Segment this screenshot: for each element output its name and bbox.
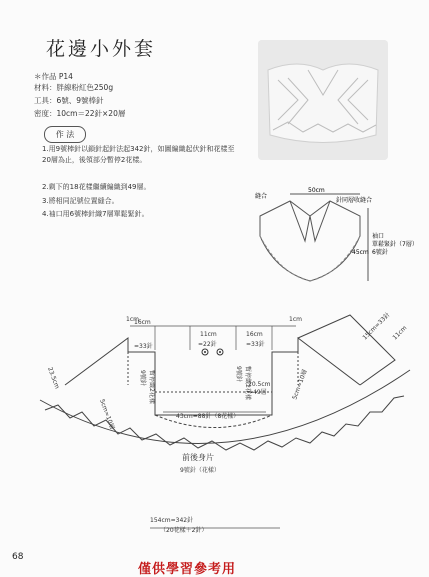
dim-top-left: 16cm (134, 319, 151, 326)
dim-right-edge: 15cm=33針 (361, 311, 392, 342)
label-left-vertical: 暫停織2花樣 (148, 370, 155, 404)
dim-top-right-sub: =33針 (246, 341, 265, 348)
dim-right-side: 5cm=10層 (291, 368, 309, 401)
body-schematic (0, 300, 429, 550)
label-sleeve: 針同層收縫合 (336, 197, 373, 204)
label-length: 45cm (352, 249, 369, 256)
dim-inner-width: 43cm=88針（8花樣） (176, 413, 240, 420)
step-2: 2.剩下的18花樣繼續編織到49層。 (42, 183, 151, 191)
step-1: 1.用9號棒針以鎖針起針法起342針，如圖編織起伏針和花樣至20層為止，後領部分暫停2花樣。 (42, 145, 235, 164)
dim-bottom-width: 154cm=342針 (150, 517, 194, 524)
method-heading: 作 法 (44, 126, 86, 143)
label-right-vertical-sub: 9號針 (235, 366, 242, 382)
label-part: 前後身片 (182, 453, 214, 462)
small-garment-diagram (250, 186, 420, 296)
step-3: 3.將相同記號位置縫合。 (42, 197, 119, 205)
tools-line: 工具：6號、9號棒針 (34, 96, 104, 105)
label-width: 50cm (308, 187, 325, 194)
dim-left-edge: 23.5cm (46, 366, 61, 390)
label-cuff-a: 袖口 (372, 233, 385, 240)
label-left-vertical-sub: 9號針 (139, 370, 146, 386)
dim-right-edge-2: 11cm (391, 324, 409, 342)
label-cuff-c: 6號針 (372, 249, 388, 256)
dim-bottom-width-sub: （20花樣＋2針） (160, 527, 208, 534)
dim-top-left-sub: =33針 (134, 343, 153, 350)
dim-right-mid: 20.5cm (248, 381, 271, 388)
label-needle: 9號針（花樣） (180, 467, 220, 474)
page-number: 68 (12, 552, 24, 562)
dim-top-right: 16cm (246, 331, 263, 338)
label-seam: 縫合 (255, 193, 268, 200)
gauge-line: 密度：10cm＝22針×20層 (34, 109, 126, 118)
footer-note: 僅供學習參考用 (138, 562, 237, 577)
dim-top-mid-sub: =22針 (198, 341, 217, 348)
dim-left-depth: 1cm (126, 316, 139, 323)
dim-right-depth: 1cm (289, 316, 302, 323)
dim-top-mid: 11cm (200, 331, 217, 338)
garment-photo (258, 40, 388, 160)
page-title: 花邊小外套 (46, 38, 157, 60)
label-right-vertical: 暫停織2花樣 (244, 366, 251, 400)
step-4: 4.袖口用6號棒針織7層單鬆緊針。 (42, 210, 149, 218)
dim-left-side: 5cm=10層 (98, 398, 116, 431)
material-line: 材料：胖線粉紅色250g (34, 83, 114, 92)
work-number: ＊作品 P14 (34, 72, 73, 81)
dim-right-mid-sub: =49層 (248, 389, 267, 396)
label-cuff-b: 單鬆緊針（7層） (372, 241, 418, 248)
